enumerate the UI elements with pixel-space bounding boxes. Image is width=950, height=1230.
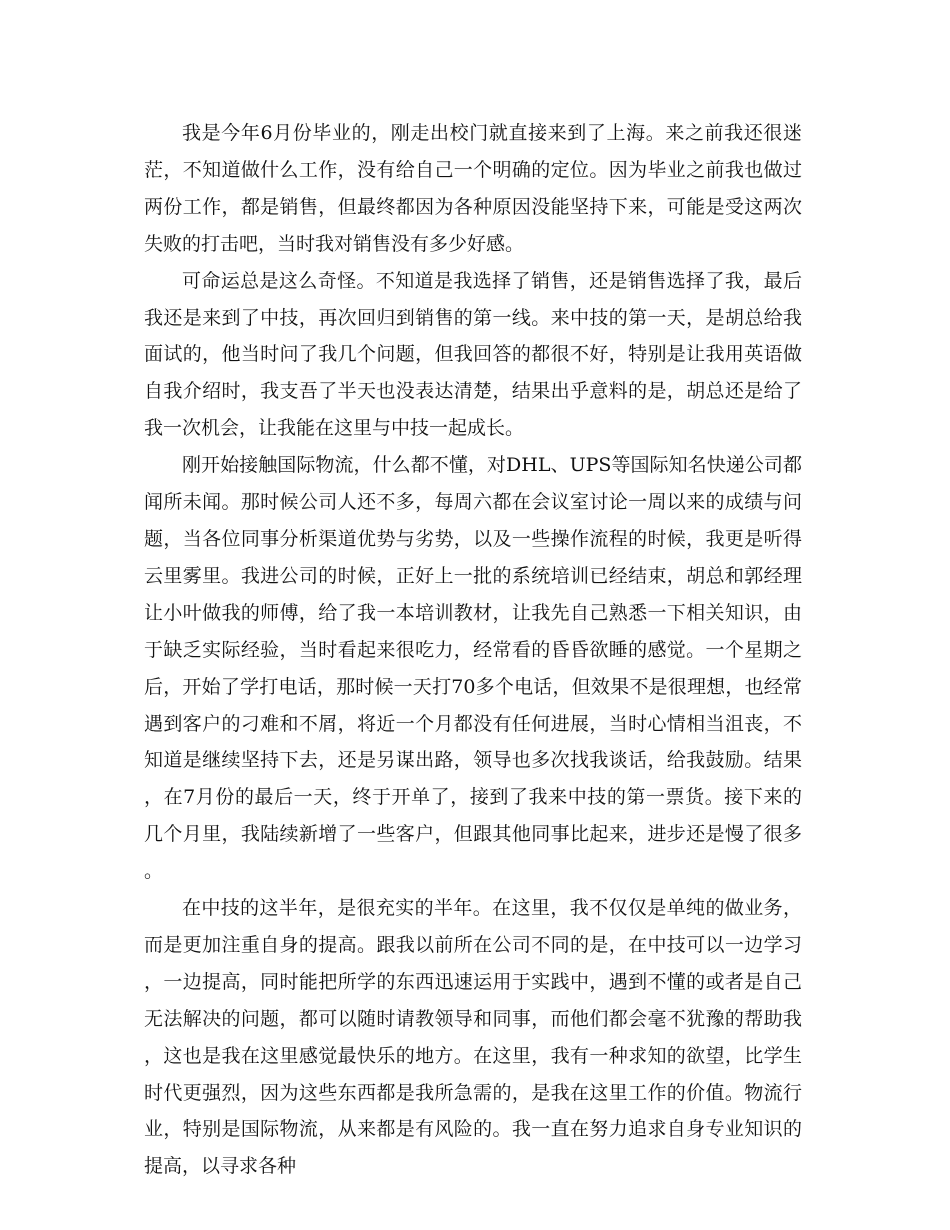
paragraph-2: 可命运总是这么奇怪。不知道是我选择了销售，还是销售选择了我，最后我还是来到了中技，再次回归到销售的第一线。来中技的第一天，是胡总给我面试的，他当时问了我几个问题，但我回答的都很不好，特别是让我用英语做自我介绍时，我支吾了半天也没表达清楚，结果出乎意料的是，胡总还是给了我一次机会，让我能在这里与中技一起成长。 [144, 269, 802, 440]
document-body [144, 115, 802, 1185]
paragraph-4: 在中技的这半年，是很充实的半年。在这里，我不仅仅是单纯的做业务，而是更加注重自身的提高。跟我以前所在公司不同的是，在中技可以一边学习，一边提高，同时能把所学的东西迅速运用于实践中，遇到不懂的或者是自己无法解决的问题，都可以随时请教领导和同事，而他们都会毫不犹豫的帮助我，这也是我在这里感觉最快乐的地方。在这里，我有一种求知的欲望，比学生时代更强烈，因为这些东西都是我所急需的，是我在这里工作的价值。物流行业，特别是国际物流，从来都是有风险的。我一直在努力追求自身专业知识的提高，以寻求各种 [144, 897, 802, 1178]
paragraph-3: 刚开始接触国际物流，什么都不懂，对DHL、UPS等国际知名快递公司都闻所未闻。那时候公司人还不多，每周六都在会议室讨论一周以来的成绩与问题，当各位同事分析渠道优势与劣势，以及一些操作流程的时候，我更是听得云里雾里。我进公司的时候，正好上一批的系统培训已经结束，胡总和郭经理让小叶做我的师傅，给了我一本培训教材，让我先自己熟悉一下相关知识，由于缺乏实际经验，当时看起来很吃力，经常看的昏昏欲睡的感觉。一个星期之后，开始了学打电话，那时候一天打70多个电话，但效果不是很理想，也经常遇到客户的刁难和不屑，将近一个月都没有任何进展，当时心情相当沮丧，不知道是继续坚持下去，还是另谋出路，领导也多次找我谈话，给我鼓励。结果，在7月份的最后一天，终于开单了，接到了我来中技的第一票货。接下来的几个月里，我陆续新增了一些客户，但跟其他同事比起来，进步还是慢了很多。 [144, 454, 802, 883]
paragraph-1: 我是今年6月份毕业的，刚走出校门就直接来到了上海。来之前我还很迷茫，不知道做什么工作，没有给自己一个明确的定位。因为毕业之前我也做过两份工作，都是销售，但最终都因为各种原因没能坚持下来，可能是受这两次失败的打击吧，当时我对销售没有多少好感。 [144, 122, 802, 255]
